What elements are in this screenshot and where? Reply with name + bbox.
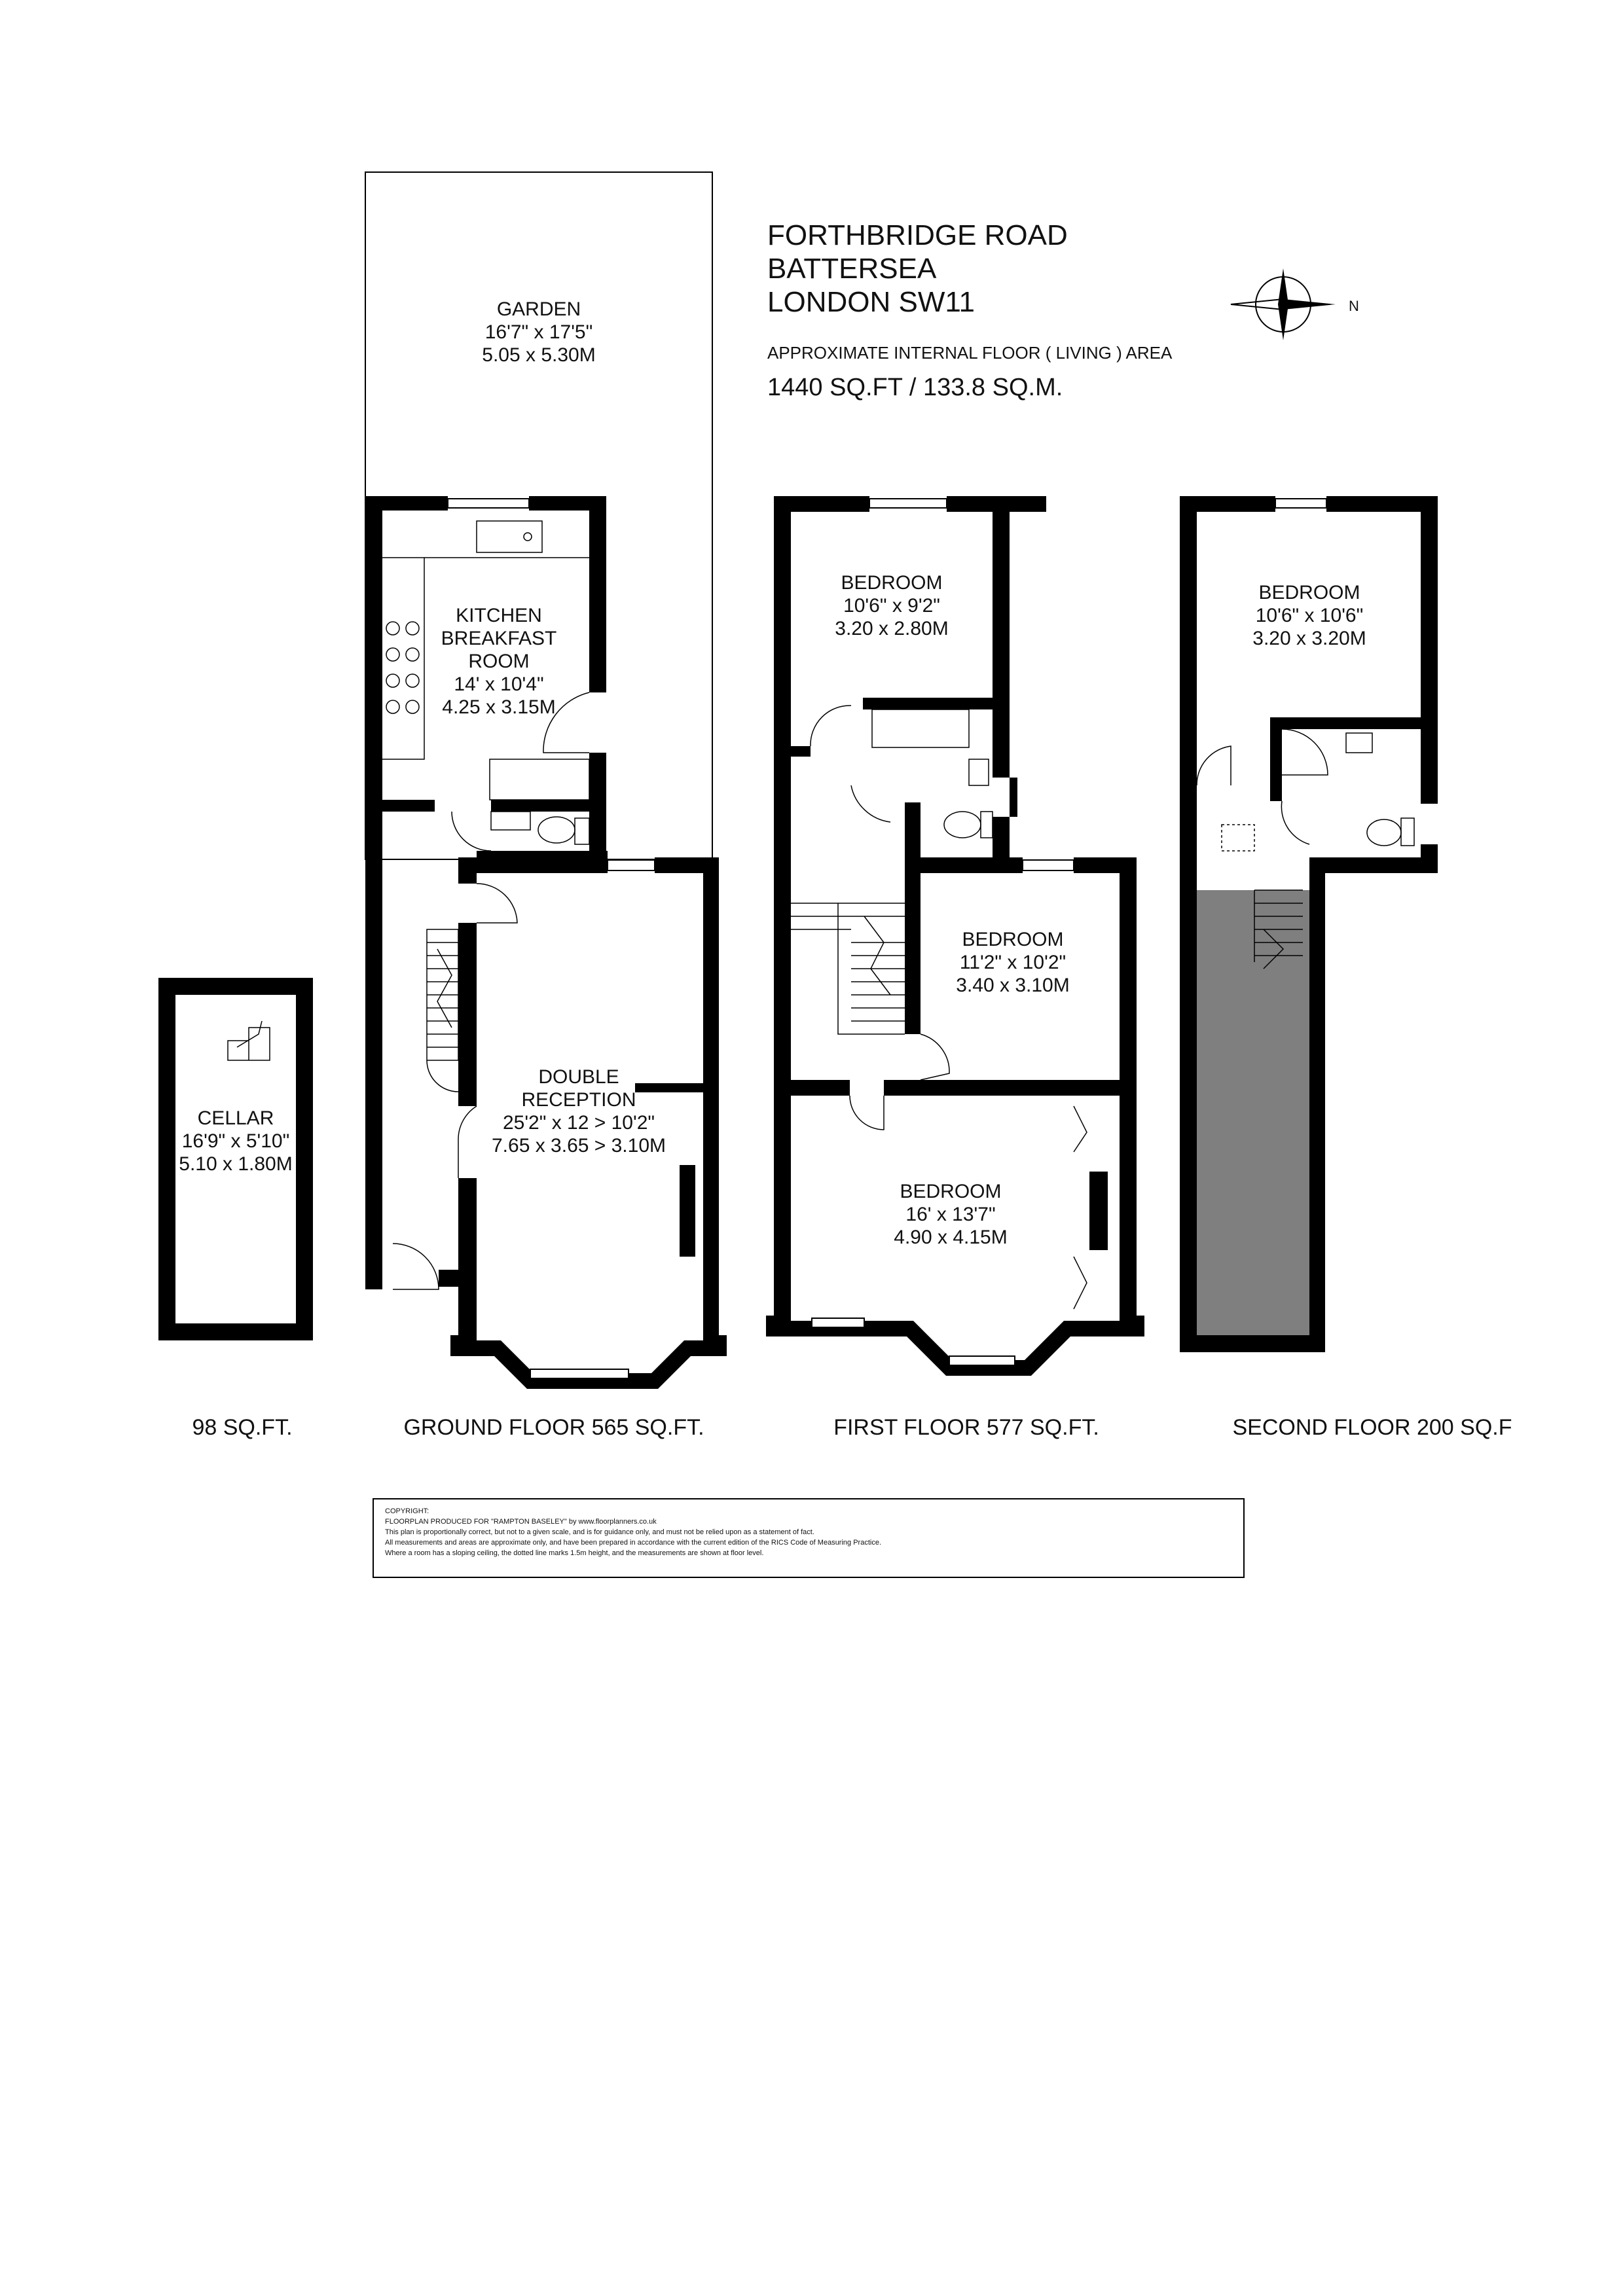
first-basin-icon — [969, 759, 989, 785]
copyright-title: COPYRIGHT: — [385, 1507, 429, 1515]
address-line-1: FORTHBRIDGE ROAD — [767, 219, 1068, 251]
cellar-name: CELLAR — [197, 1107, 274, 1129]
copyright-line-2: This plan is proportionally correct, but not to a given scale, and is for guidance only, and must not be relied upon as a statement of fact. — [385, 1528, 814, 1536]
garden-outline — [365, 172, 712, 859]
first-bed-front-metric: 4.90 x 4.15M — [894, 1227, 1008, 1248]
kitchen-name-2: BREAKFAST — [441, 628, 557, 649]
kitchen-imperial: 14' x 10'4" — [454, 673, 544, 695]
second-bed-metric: 3.20 x 3.20M — [1252, 628, 1366, 649]
kitchen-metric: 4.25 x 3.15M — [442, 696, 556, 718]
second-toilet-icon — [1367, 819, 1401, 846]
second-eaves-void — [1197, 890, 1309, 1335]
first-bay-window-icon — [949, 1356, 1015, 1365]
first-bed-rear-metric: 3.20 x 2.80M — [835, 618, 949, 639]
room-label-reception — [492, 1066, 666, 1157]
floor-area-cellar: 98 SQ.FT. — [192, 1415, 293, 1440]
compass-north-label: N — [1349, 298, 1359, 314]
first-bed-rear-imperial: 10'6" x 9'2" — [843, 595, 940, 617]
room-label-first-bed-middle — [956, 929, 1069, 996]
room-label-cellar — [179, 1107, 292, 1175]
room-label-kitchen — [441, 605, 557, 718]
room-label-first-bed-front — [894, 1181, 1007, 1248]
first-bed-middle-name: BEDROOM — [962, 929, 1064, 950]
second-bed-imperial: 10'6" x 10'6" — [1255, 605, 1364, 626]
cellar-stairs-icon — [228, 1021, 270, 1060]
cellar-metric: 5.10 x 1.80M — [179, 1153, 293, 1175]
first-stairs-icon — [791, 903, 905, 1034]
garden-name: GARDEN — [496, 298, 581, 320]
first-front-window-icon — [812, 1318, 864, 1327]
reception-imperial: 25'2" x 12 > 10'2" — [502, 1112, 655, 1134]
first-bed-rear-name: BEDROOM — [841, 572, 943, 594]
floor-area-ground: GROUND FLOOR 565 SQ.FT. — [403, 1415, 704, 1440]
garden-imperial: 16'7" x 17'5" — [484, 321, 593, 343]
address-line-3: LONDON SW11 — [767, 286, 976, 318]
first-rear-window-icon — [869, 499, 947, 508]
second-rear-window-icon — [1275, 499, 1326, 508]
ground-stairs-icon — [427, 929, 458, 1092]
first-bed-front-imperial: 16' x 13'7" — [905, 1204, 996, 1225]
kitchen-name-1: KITCHEN — [456, 605, 542, 626]
hob-icon — [386, 622, 419, 713]
floor-area-second: SECOND FLOOR 200 SQ.F — [1232, 1415, 1512, 1440]
first-bed-middle-imperial: 11'2" x 10'2" — [959, 952, 1067, 973]
bay-window-icon — [530, 1369, 629, 1378]
kitchen-name-3: ROOM — [468, 651, 530, 672]
roof-light-icon — [1222, 825, 1254, 851]
kitchen-window-icon — [448, 499, 529, 508]
first-bed-front-name: BEDROOM — [900, 1181, 1002, 1202]
reception-rear-window-icon — [608, 860, 655, 870]
front-door-icon — [393, 1244, 439, 1289]
first-toilet-icon — [944, 812, 981, 838]
copyright-line-4: Where a room has a sloping ceiling, the dotted line marks 1.5m height, and the measurements are shown at floor level. — [385, 1549, 764, 1557]
garden-metric: 5.05 x 5.30M — [482, 344, 596, 366]
second-basin-icon — [1346, 733, 1372, 753]
copyright-box — [373, 1499, 1244, 1577]
first-bed-middle-metric: 3.40 x 3.10M — [956, 975, 1070, 996]
room-label-second-bed — [1252, 582, 1366, 649]
property-header — [767, 219, 1173, 401]
floor-area-first: FIRST FLOOR 577 SQ.FT. — [833, 1415, 1099, 1440]
reception-metric: 7.65 x 3.65 > 3.10M — [491, 1135, 666, 1157]
address-line-2: BATTERSEA — [767, 253, 937, 285]
wc-toilet-icon — [538, 817, 575, 843]
compass-icon — [1231, 268, 1359, 340]
cellar-imperial: 16'9" x 5'10" — [181, 1130, 290, 1152]
copyright-line-1: FLOORPLAN PRODUCED FOR "RAMPTON BASELEY" by www.floorplanners.co.uk — [385, 1518, 657, 1526]
area-caption: APPROXIMATE INTERNAL FLOOR ( LIVING ) AREA — [767, 343, 1173, 363]
room-label-first-bed-rear — [835, 572, 948, 639]
reception-name-2: RECEPTION — [521, 1089, 636, 1111]
copyright-line-3: All measurements and areas are approximate only, and have been prepared in accordance with the current edition of the RICS Code of Measuring Practice. — [385, 1539, 881, 1547]
total-area: 1440 SQ.FT / 133.8 SQ.M. — [767, 374, 1063, 401]
second-bed-name: BEDROOM — [1258, 582, 1360, 603]
reception-name-1: DOUBLE — [538, 1066, 619, 1088]
room-label-garden — [482, 298, 595, 366]
bath-icon — [872, 709, 969, 747]
wc-basin-icon — [491, 812, 530, 830]
first-middle-window-icon — [1023, 860, 1074, 870]
sink-icon — [477, 521, 542, 552]
